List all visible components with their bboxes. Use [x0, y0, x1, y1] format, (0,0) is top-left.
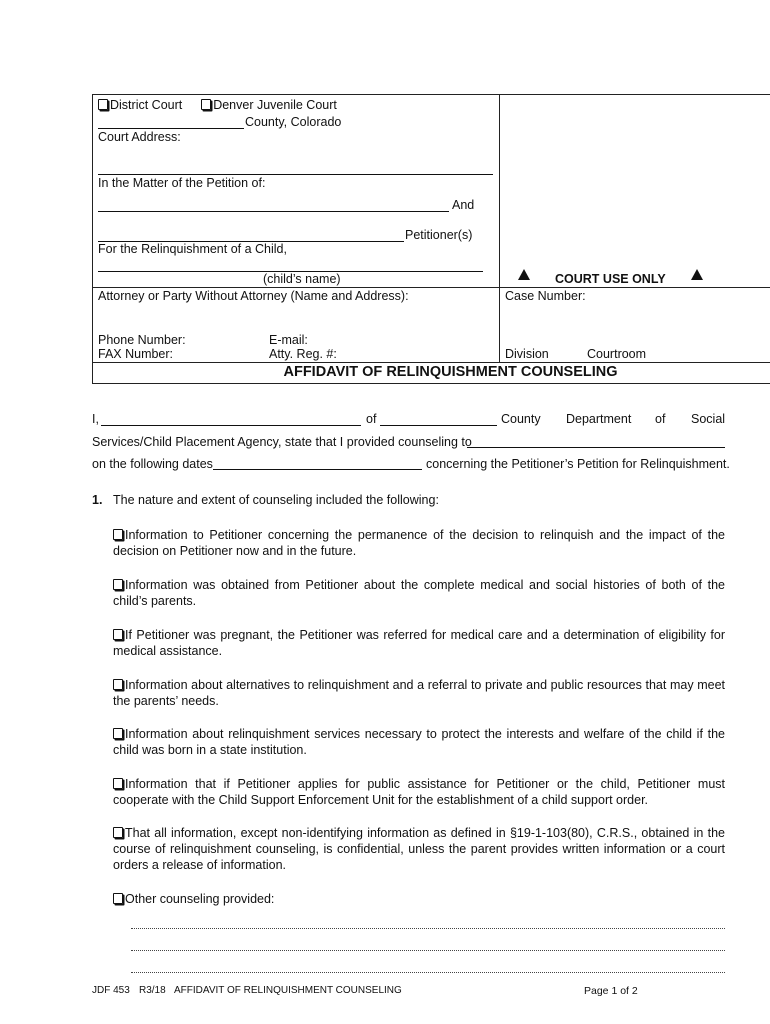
petitioners-label: Petitioner(s): [405, 228, 473, 242]
up-arrow-icon: [691, 269, 703, 280]
footer-page-number: Page 1 of 2: [584, 985, 638, 997]
item-2-checkbox[interactable]: [113, 579, 123, 590]
item-7-text: That all information, except non-identifying information as defined in §19-1-103(80), C.R.S., obtained in the course of relinquishment counseling, is confidential, unless the parent provides written information or a court orders a release of information.: [113, 826, 725, 872]
section1-number: 1.: [92, 493, 103, 507]
intro-line2: Services/Child Placement Agency, state that I provided counseling to: [92, 435, 472, 449]
intro-county: County: [501, 412, 541, 426]
counseling-item-other: [113, 891, 725, 907]
item-1-checkbox[interactable]: [113, 529, 123, 540]
item-4-checkbox[interactable]: [113, 679, 123, 690]
childs-name-label: (child’s name): [263, 272, 341, 286]
item-3-text: If Petitioner was pregnant, the Petitioner was referred for medical care and a determination of eligibility for medical assistance.: [113, 628, 725, 658]
counseled-person-field[interactable]: [467, 447, 725, 448]
counseling-item-5: [113, 726, 725, 758]
email-label: E-mail:: [269, 333, 308, 347]
division-label: Division: [505, 347, 549, 361]
court-address-field[interactable]: [98, 174, 493, 175]
caption-attorney-divider: [92, 287, 770, 288]
item-1-text: Information to Petitioner concerning the permanence of the decision to relinquish and the impact of the decision on Petitioner now and in the future.: [113, 528, 725, 558]
intro-of2: of: [655, 412, 666, 426]
footer-form-title: AFFIDAVIT OF RELINQUISHMENT COUNSELING: [174, 985, 402, 996]
item-6-checkbox[interactable]: [113, 778, 123, 789]
item-6-text: Information that if Petitioner applies for public assistance for Petitioner or the child, Petitioner must cooperate with the Child Support Enforcement Unit for the establishment of a child support order.: [113, 777, 725, 807]
footer-form-id: JDF 453: [92, 985, 130, 996]
intro-department: Department: [566, 412, 632, 426]
intro-social: Social: [691, 412, 726, 426]
item-3-checkbox[interactable]: [113, 629, 123, 640]
matter-of-petition-label: In the Matter of the Petition of:: [98, 176, 266, 190]
county-name-field[interactable]: [380, 425, 497, 426]
footer-revision: R3/18: [139, 985, 166, 996]
court-checkboxes: [98, 98, 337, 112]
item-7-checkbox[interactable]: [113, 827, 123, 838]
petitioner-name-field-1[interactable]: [98, 211, 449, 212]
courtroom-label: Courtroom: [587, 347, 647, 361]
county-colorado-label: County, Colorado: [245, 115, 342, 129]
item-other-text: Other counseling provided:: [125, 892, 275, 906]
court-use-only-label: COURT USE ONLY: [555, 272, 666, 286]
other-counseling-line-3[interactable]: [131, 972, 725, 973]
page-title: AFFIDAVIT OF RELINQUISHMENT COUNSELING: [283, 364, 618, 380]
attorney-label: Attorney or Party Without Attorney (Name and Address):: [98, 289, 409, 303]
intro-of: of: [366, 412, 377, 426]
item-4-text: Information about alternatives to relinquishment and a referral to private and public resources that may meet the parents’ needs.: [113, 678, 725, 708]
up-arrow-icon: [518, 269, 530, 280]
phone-number-label: Phone Number:: [98, 333, 186, 347]
relinquishment-child-label: For the Relinquishment of a Child,: [98, 242, 287, 256]
item-other-checkbox[interactable]: [113, 893, 123, 904]
counseling-dates-field[interactable]: [213, 469, 422, 470]
item-2-text: Information was obtained from Petitioner about the complete medical and social histories of both of the child’s parents.: [113, 578, 725, 608]
counseling-item-1: [113, 527, 725, 559]
intro-line3b: concerning the Petitioner’s Petition for Relinquishment.: [426, 457, 730, 471]
other-counseling-line-2[interactable]: [131, 950, 725, 951]
counseling-item-7: [113, 825, 725, 873]
denver-juvenile-court-checkbox[interactable]: [201, 99, 211, 110]
and-label: And: [452, 198, 475, 212]
caption-vertical-divider: [499, 94, 500, 362]
counseling-item-2: [113, 577, 725, 609]
section1-heading: The nature and extent of counseling included the following:: [113, 493, 439, 507]
county-field[interactable]: [98, 128, 244, 129]
affiant-name-field[interactable]: [101, 425, 361, 426]
intro-i: I,: [92, 412, 99, 426]
item-5-text: Information about relinquishment services necessary to protect the interests and welfare of the child if the child was born in a state institution.: [113, 727, 725, 757]
intro-line3a: on the following dates: [92, 457, 213, 471]
court-address-label: Court Address:: [98, 130, 181, 144]
denver-juvenile-court-label: Denver Juvenile Court: [213, 98, 337, 112]
counseling-item-3: [113, 627, 725, 659]
atty-reg-label: Atty. Reg. #:: [269, 347, 337, 361]
counseling-item-4: [113, 677, 725, 709]
district-court-label: District Court: [110, 98, 183, 112]
fax-number-label: FAX Number:: [98, 347, 174, 361]
item-5-checkbox[interactable]: [113, 728, 123, 739]
counseling-item-6: [113, 776, 725, 808]
caption-title-divider: [92, 362, 770, 363]
court-use-only-row-right: [691, 269, 703, 283]
case-number-label: Case Number:: [505, 289, 586, 303]
other-counseling-line-1[interactable]: [131, 928, 725, 929]
district-court-checkbox[interactable]: [98, 99, 108, 110]
court-use-only-row: [518, 269, 530, 283]
